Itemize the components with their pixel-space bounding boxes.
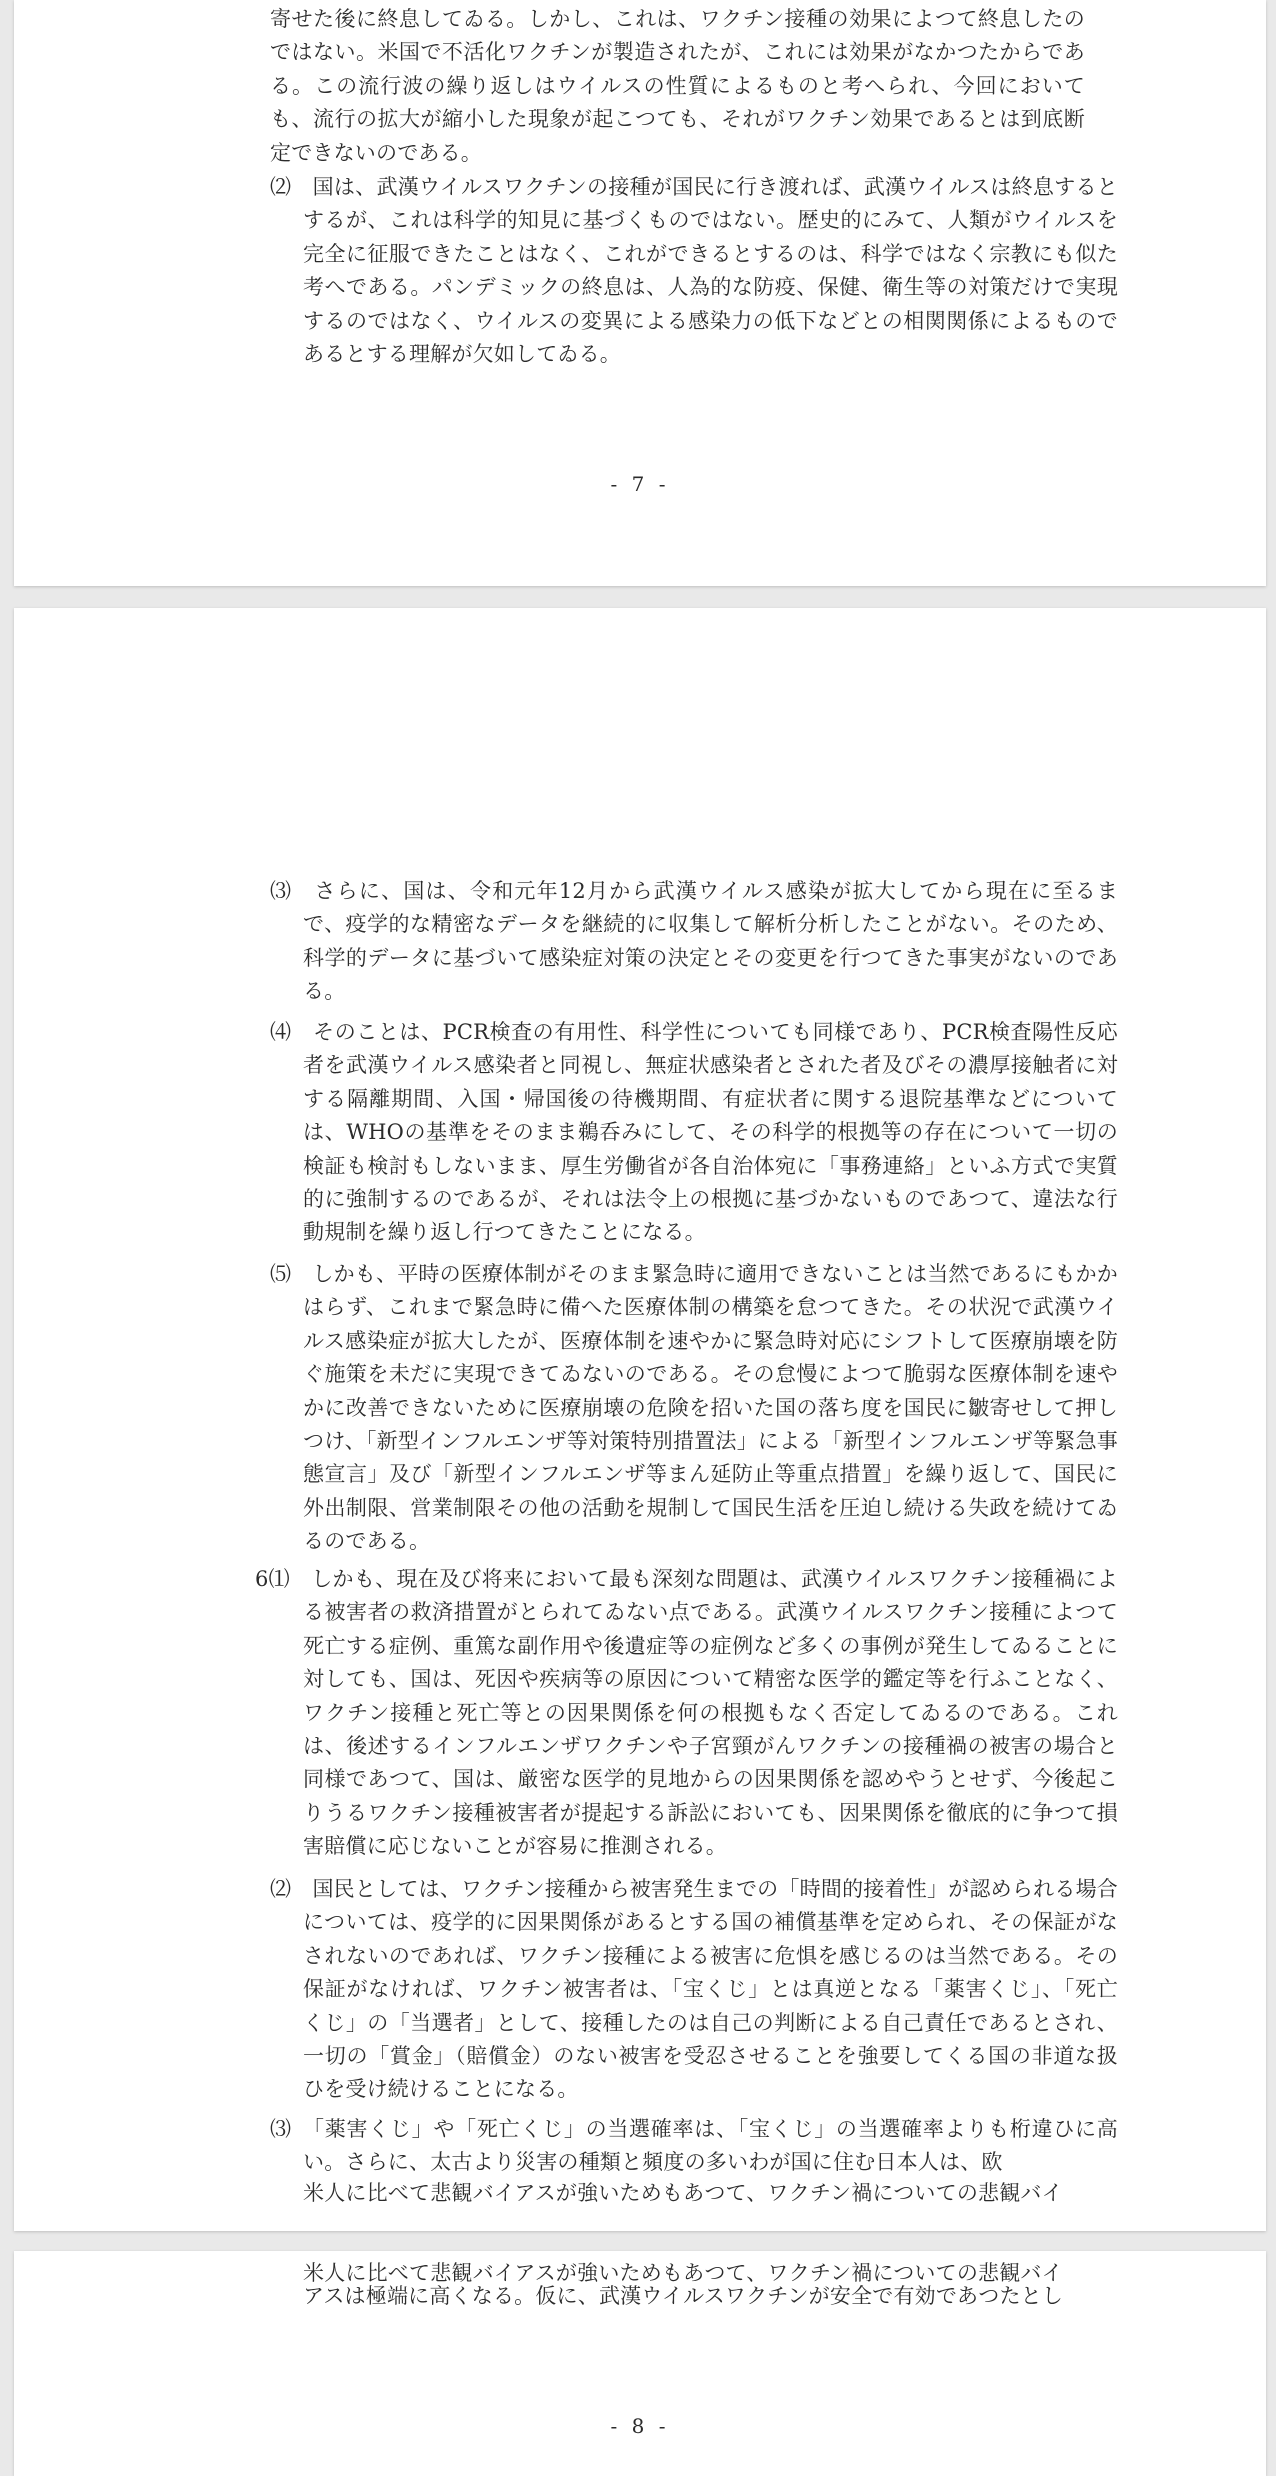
document-page-7 bbox=[14, 0, 1266, 586]
paragraph-continuation: 寄せた後に終息してゐる。しかし、これは、ワクチン接種の効果によつて終息したのではない。米国で不活化ワクチンが製造されたが、これには効果がなかつたからである。この流行波の繰り返しはウイルスの性質によるものと考へられ、今回においても、流行の拡大が縮小した現象が起こつても、それがワクチン効果であるとは到底断定できないのである。 bbox=[270, 7, 1085, 165]
cut-off-line bbox=[270, 2181, 1085, 2205]
paragraph-item-3: ⑶ さらに、国は、令和元年12月から武漢ウイルス感染が拡大してから現在に至るまで、疫学的な精密なデータを継続的に収集して解析分析したことがない。そのため、科学的データに基づいて感染症対策の決定とその変更を行つてきた事実がないのである。 bbox=[270, 879, 1118, 1004]
paragraph-item-6-3: ⑶ 「薬害くじ」や「死亡くじ」の当選確率は、「宝くじ」の当選確率よりも桁違ひに高い。さらに、太古より災害の種類と頻度の多いわが国に住む日本人は、欧 bbox=[270, 2117, 1118, 2175]
cut-off-text: 米人に比べて悲観バイアスが強いためもあつて、ワクチン禍についての悲観バイ bbox=[303, 2181, 1063, 2205]
paragraph-item-6-2: ⑵ 国民としては、ワクチン接種から被害発生までの「時間的接着性」が認められる場合については、疫学的に因果関係があるとする国の補償基準を定められ、その保証がなされないのであれば、ワクチン接種による被害に危惧を感じるのは当然である。その保証がなければ、ワクチン被害者は、「宝くじ」とは真逆となる「薬害くじ」、「死亡くじ」の「当選者」として、接種したのは自己の判断による自己責任であるとされ、一切の「賞金」（賠償金）のない被害を受忍させることを強要してくる国の非道な扱ひを受け続けることになる。 bbox=[270, 1877, 1118, 2102]
paragraph-item-5: ⑸ しかも、平時の医療体制がそのまま緊急時に適用できないことは当然であるにもかかはらず、これまで緊急時に備へた医療体制の構築を怠つてきた。その状況で武漢ウイルス感染症が拡大したが、医療体制を速やかに緊急時対応にシフトして医療崩壊を防ぐ施策を未だに実現できてゐないのである。その怠慢によつて脆弱な医療体制を速やかに改善できないために医療崩壊の危険を招いた国の落ち度を国民に皺寄せして押しつけ、「新型インフルエンザ等対策特別措置法」による「新型インフルエンザ等緊急事態宣言」及び「新型インフルエンザ等まん延防止等重点措置」を繰り返して、国民に外出制限、営業制限その他の活動を規制して国民生活を圧迫し続ける失政を続けてゐるのである。 bbox=[270, 1262, 1118, 1554]
page-number: - 8 - bbox=[610, 2414, 670, 2438]
paragraph-item-4: ⑷ そのことは、PCR検査の有用性、科学性についても同様であり、PCR検査陽性反応者を武漢ウイルス感染者と同視し、無症状感染者とされた者及びその濃厚接触者に対する隔離期間、入国・帰国後の待機期間、有症状者に関する退院基準などについては、WHOの基準をそのまま鵜呑みにして、その科学的根拠等の存在について一切の検証も検討もしないまま、厚生労働省が各自治体宛に「事務連絡」といふ方式で実質的に強制するのであるが、それは法令上の根拠に基づかないものであつて、違法な行動規制を繰り返し行つてきたことになる。 bbox=[270, 1020, 1118, 1245]
paragraph-continuation: アスは極端に高くなる。仮に、武漢ウイルスワクチンが安全で有効であつたとし bbox=[303, 2284, 1064, 2308]
paragraph-item-2: ⑵ 国は、武漢ウイルスワクチンの接種が国民に行き渡れば、武漢ウイルスは終息するとするが、これは科学的知見に基づくものではない。歴史的にみて、人類がウイルスを完全に征服できたことはなく、これができるとするのは、科学ではなく宗教にも似た考へである。パンデミックの終息は、人為的な防疫、保健、衛生等の対策だけで実現するのではなく、ウイルスの変異による感染力の低下などとの相関関係によるものであるとする理解が欠如してゐる。 bbox=[270, 175, 1118, 367]
paragraph-item-6-1: 6⑴ しかも、現在及び将来において最も深刻な問題は、武漢ウイルスワクチン接種禍による被害者の救済措置がとられてゐない点である。武漢ウイルスワクチン接種によつて死亡する症例、重篤な副作用や後遺症等の症例など多くの事例が発生してゐることに対しても、国は、死因や疾病等の原因について精密な医学的鑑定等を行ふことなく、ワクチン接種と死亡等との因果関係を何の根拠もなく否定してゐるのである。これは、後述するインフルエンザワクチンや子宮頸がんワクチンの接種禍の被害の場合と同様であつて、国は、厳密な医学的見地からの因果関係を認めやうとせず、今後起こりうるワクチン接種被害者が提起する訴訟においても、因果関係を徹底的に争つて損害賠償に応じないことが容易に推測される。 bbox=[255, 1567, 1118, 1859]
document-page-8 bbox=[14, 608, 1266, 2231]
document-page-8-continued bbox=[14, 2251, 1266, 2476]
page-number: - 7 - bbox=[610, 472, 670, 496]
cut-off-text-top: 米人に比べて悲観バイアスが強いためもあつて、ワクチン禍についての悲観バイ bbox=[303, 2261, 1063, 2285]
